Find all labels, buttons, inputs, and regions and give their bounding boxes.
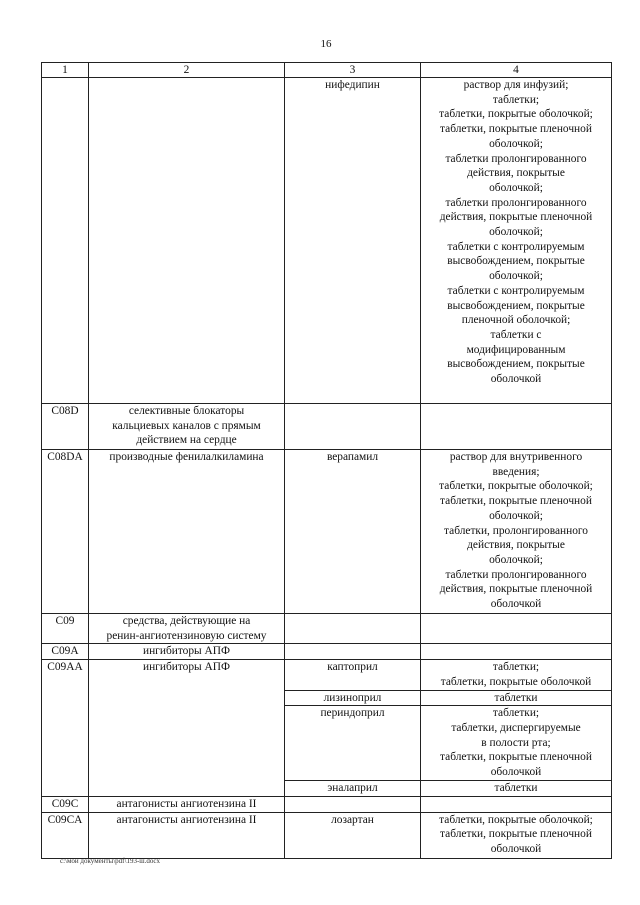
cell-line: таблетки;	[492, 93, 540, 106]
cell-line: пленочной оболочкой;	[461, 314, 571, 327]
cell-line: ингибиторы АПФ	[142, 661, 231, 674]
atc-code-cell: C09	[42, 614, 89, 644]
drug-name-cell	[285, 796, 421, 812]
drug-name-cell	[285, 614, 421, 644]
drug-name-cell	[285, 404, 421, 450]
cell-line: оболочкой;	[489, 226, 543, 239]
group-cell	[89, 614, 285, 644]
cell-line: ингибиторы АПФ	[142, 645, 231, 658]
cell-line: производные фенилалкиламина	[109, 451, 264, 463]
atc-code-cell: C09A	[42, 644, 89, 660]
group-cell	[89, 78, 285, 404]
dosage-forms-cell	[421, 781, 612, 797]
cell-line: действия, покрытые	[467, 539, 565, 552]
cell-line: таблетки, покрытые оболочкой	[440, 675, 592, 688]
cell-line: таблетки;	[492, 661, 540, 674]
dosage-forms-cell	[421, 690, 612, 706]
cell-line: антагонисты ангиотензина II	[116, 797, 257, 810]
cell-line: введения;	[492, 465, 540, 478]
cell-line: таблетки с контролируемым	[447, 284, 585, 297]
cell-line: селективные блокаторы	[128, 405, 245, 417]
atc-code-cell: C08DA	[42, 450, 89, 614]
dosage-forms-cell	[421, 404, 612, 450]
cell-line: таблетки, покрытые оболочкой;	[439, 480, 593, 493]
cell-line: таблетки;	[492, 707, 540, 720]
group-cell	[89, 450, 285, 614]
column-header-1: 1	[42, 63, 89, 78]
drug-name-cell: лизиноприл	[285, 690, 421, 706]
cell-line: таблетки пролонгированного	[445, 152, 587, 165]
cell-line: таблетки пролонгированного	[445, 568, 587, 581]
cell-line: антагонисты ангиотензина II	[116, 813, 257, 826]
cell-line: таблетки, покрытые пленочной	[440, 123, 592, 136]
cell-line: кальциевых каналов с прямым	[112, 419, 261, 432]
drug-name-cell: верапамил	[285, 450, 421, 614]
table-row	[42, 796, 612, 812]
column-header-3: 3	[285, 63, 421, 78]
cell-line: раствор для инфузий;	[463, 79, 569, 91]
dosage-forms-cell	[421, 812, 612, 858]
drug-name-cell	[285, 644, 421, 660]
table-row	[42, 614, 612, 644]
cell-line: высвобождением, покрытые	[447, 255, 585, 268]
cell-line: оболочкой	[490, 373, 542, 386]
cell-line: таблетки, покрытые оболочкой;	[439, 108, 593, 121]
cell-line: ренин-ангиотензиновую систему	[106, 629, 267, 642]
cell-line: высвобождением, покрытые	[447, 358, 585, 371]
cell-line: действия, покрытые	[467, 167, 565, 180]
cell-line: оболочкой;	[489, 553, 543, 566]
dosage-forms-cell	[421, 614, 612, 644]
cell-line: таблетки пролонгированного	[445, 196, 587, 209]
page-number: 16	[320, 38, 332, 50]
cell-line: оболочкой	[490, 843, 542, 856]
cell-line: таблетки	[494, 782, 538, 795]
atc-code-cell	[42, 78, 89, 404]
group-cell	[89, 644, 285, 660]
cell-line: модифицированным	[466, 343, 566, 356]
cell-line: раствор для внутривенного	[449, 451, 583, 463]
drug-name-cell: каптоприл	[285, 660, 421, 690]
group-cell	[89, 660, 285, 797]
cell-line: таблетки	[494, 691, 538, 704]
dosage-forms-cell	[421, 78, 612, 404]
cell-line: оболочкой;	[489, 270, 543, 283]
cell-line: действием на сердце	[136, 434, 237, 447]
cell-line: оболочкой;	[489, 137, 543, 150]
atc-code-cell: C09AA	[42, 660, 89, 797]
cell-line: действия, покрытые пленочной	[439, 583, 593, 596]
footer-file-path: c:\мои документы\pdf\193-ш.docx	[60, 857, 161, 865]
atc-code-cell: C09C	[42, 796, 89, 812]
cell-line: таблетки, покрытые пленочной	[440, 495, 592, 508]
cell-line: оболочкой	[490, 598, 542, 611]
cell-line: таблетки, диспергируемые	[451, 721, 581, 734]
table-row	[42, 404, 612, 450]
cell-line: оболочкой;	[489, 509, 543, 522]
dosage-forms-cell	[421, 660, 612, 690]
group-cell	[89, 404, 285, 450]
dosage-forms-cell	[421, 644, 612, 660]
cell-line: действия, покрытые пленочной	[439, 211, 593, 224]
atc-code-cell: C08D	[42, 404, 89, 450]
drug-name-cell: нифедипин	[285, 78, 421, 404]
drug-name-cell: эналаприл	[285, 781, 421, 797]
table-header-row	[42, 63, 612, 78]
table-row	[42, 450, 612, 614]
table-row	[42, 78, 612, 404]
column-header-2: 2	[89, 63, 285, 78]
drug-name-cell: лозартан	[285, 812, 421, 858]
cell-line: таблетки с	[490, 328, 542, 341]
dosage-forms-cell	[421, 706, 612, 781]
cell-line: таблетки, покрытые пленочной	[440, 828, 592, 841]
group-cell	[89, 812, 285, 858]
table-row	[42, 660, 612, 690]
table-row	[42, 812, 612, 858]
group-cell	[89, 796, 285, 812]
table-row	[42, 644, 612, 660]
cell-line: высвобождением, покрытые	[447, 299, 585, 312]
cell-line: таблетки с контролируемым	[447, 240, 585, 253]
atc-code-cell: C09CA	[42, 812, 89, 858]
drug-table	[41, 62, 612, 859]
cell-line: оболочкой;	[489, 181, 543, 194]
column-header-4: 4	[421, 63, 612, 78]
cell-line: таблетки, покрытые пленочной	[440, 751, 592, 764]
drug-name-cell: периндоприл	[285, 706, 421, 781]
cell-line: в полости рта;	[481, 736, 551, 749]
dosage-forms-cell	[421, 796, 612, 812]
cell-line: средства, действующие на	[122, 615, 251, 627]
cell-line: таблетки, покрытые оболочкой;	[439, 813, 593, 826]
cell-line: таблетки, пролонгированного	[444, 524, 588, 537]
dosage-forms-cell	[421, 450, 612, 614]
cell-line: оболочкой	[490, 766, 542, 779]
